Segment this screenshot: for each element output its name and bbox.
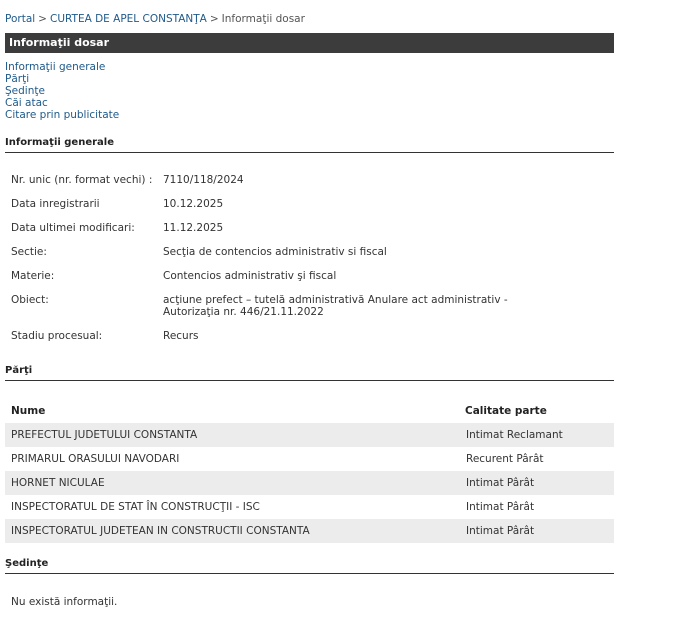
party-role: Intimat Pârât xyxy=(459,471,614,495)
breadcrumb-separator: > xyxy=(38,13,47,25)
breadcrumb xyxy=(5,12,614,26)
party-name: INSPECTORATUL DE STAT ÎN CONSTRUCŢII - ISC xyxy=(5,495,459,519)
info-value: acţiune prefect – tutelă administrativă Anulare act administrativ - Autorizaţia nr. 446/21.11.2022 xyxy=(163,294,508,318)
table-row xyxy=(5,447,614,471)
info-label: Obiect: xyxy=(11,294,49,306)
toc-item xyxy=(5,85,614,97)
toc-link-parti[interactable]: Părţi xyxy=(5,73,30,85)
column-header-nume: Nume xyxy=(11,405,46,417)
parties-table xyxy=(5,399,614,543)
toc-link-sedinte[interactable]: Şedinţe xyxy=(5,85,45,97)
table-row xyxy=(5,495,614,519)
table-row xyxy=(5,423,614,447)
breadcrumb-portal-link[interactable]: Portal xyxy=(5,13,36,25)
toc-item xyxy=(5,97,614,109)
toc-link-citare-publicitate[interactable]: Citare prin publicitate xyxy=(5,109,120,121)
party-role: Intimat Pârât xyxy=(459,519,614,543)
info-value: Recurs xyxy=(163,330,199,342)
info-row xyxy=(5,246,553,270)
info-row xyxy=(5,174,553,198)
page-container xyxy=(5,0,614,608)
section-nav xyxy=(5,61,614,121)
info-row xyxy=(5,330,553,354)
column-header-calitate: Calitate parte xyxy=(465,405,547,417)
info-value: 11.12.2025 xyxy=(163,222,224,234)
toc-link-cai-atac[interactable]: Căi atac xyxy=(5,97,48,109)
section-heading-sedinte: Şedinţe xyxy=(5,557,614,574)
section-heading-parti: Părţi xyxy=(5,364,614,381)
breadcrumb-court-link[interactable]: CURTEA DE APEL CONSTANŢA xyxy=(49,13,207,25)
info-label: Data inregistrarii xyxy=(11,198,100,210)
info-value: 7110/118/2024 xyxy=(163,174,244,186)
party-role: Intimat Reclamant xyxy=(459,423,614,447)
no-info-message: Nu există informaţii. xyxy=(11,596,118,608)
page-title: Informaţii dosar xyxy=(5,33,614,53)
party-name: HORNET NICULAE xyxy=(5,471,459,495)
breadcrumb-current: Informaţii dosar xyxy=(221,13,305,25)
info-label: Sectie: xyxy=(11,246,47,258)
table-row xyxy=(5,471,614,495)
breadcrumb-separator: > xyxy=(209,13,219,25)
section-heading-informatii-generale: Informaţii generale xyxy=(5,136,614,153)
toc-item xyxy=(5,61,614,73)
party-role: Recurent Pârât xyxy=(459,447,614,471)
table-row xyxy=(5,519,614,543)
party-name: INSPECTORATUL JUDETEAN IN CONSTRUCTII CONSTANTA xyxy=(5,519,459,543)
info-row xyxy=(5,270,553,294)
info-label: Nr. unic (nr. format vechi) : xyxy=(11,174,153,186)
general-info-table xyxy=(5,174,553,354)
info-row xyxy=(5,222,553,246)
info-value: 10.12.2025 xyxy=(163,198,224,210)
toc-item xyxy=(5,109,614,121)
party-name: PRIMARUL ORASULUI NAVODARI xyxy=(5,447,459,471)
info-value: Secţia de contencios administrativ si fiscal xyxy=(163,246,387,258)
toc-link-informatii-generale[interactable]: Informaţii generale xyxy=(5,61,106,73)
info-row xyxy=(5,294,553,330)
party-name: PREFECTUL JUDETULUI CONSTANTA xyxy=(5,423,459,447)
toc-item xyxy=(5,73,614,85)
info-label: Data ultimei modificari: xyxy=(11,222,135,234)
info-label: Stadiu procesual: xyxy=(11,330,103,342)
info-value: Contencios administrativ şi fiscal xyxy=(163,270,337,282)
info-row xyxy=(5,198,553,222)
info-label: Materie: xyxy=(11,270,55,282)
parties-header-row xyxy=(5,399,614,423)
party-role: Intimat Pârât xyxy=(459,495,614,519)
